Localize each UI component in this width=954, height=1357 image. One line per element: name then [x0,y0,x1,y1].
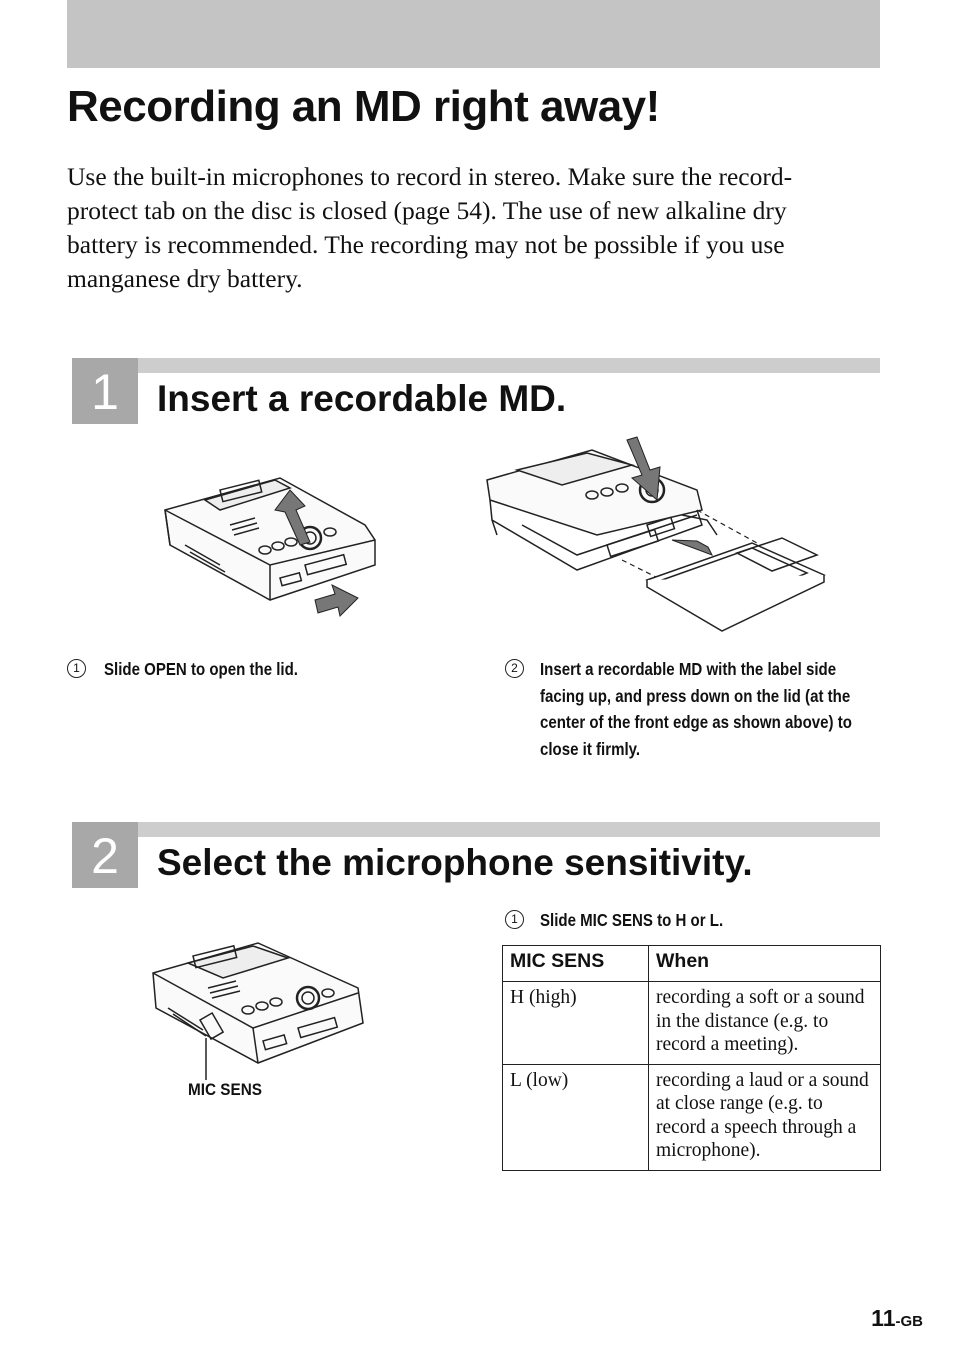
md-recorder-open-illustration [160,470,385,620]
instruction-1-text: Slide OPEN to open the lid. [104,659,298,679]
step-2-title: Select the microphone sensitivity. [157,842,753,883]
page-number-value: 11 [871,1305,896,1331]
table-cell-when: recording a laud or a sound at close range (e.g. to record a speech through a microphone). [649,1064,881,1170]
instruction-2-number: 2 [505,659,524,678]
mic-sens-table [502,945,881,1171]
intro-paragraph: Use the built-in microphones to record in stereo. Make sure the record-protect tab on the disc is closed (page 54). The use of new alkaline dry battery is recommended. The recording may not be possible if you use manganese dry battery. [67,162,793,293]
step-2-instruction-text: Slide MIC SENS to H or L. [540,910,724,930]
instruction-1-number: 1 [67,659,86,678]
table-cell-when: recording a soft or a sound in the distance (e.g. to record a meeting). [649,982,881,1065]
page-title: Recording an MD right away! [67,82,660,131]
table-cell-setting: L (low) [503,1064,649,1170]
instruction-2-text: Insert a recordable MD with the label side facing up, and press down on the lid (at the center of the front edge as shown above) to close it firmly. [540,659,852,759]
step-2-band [138,822,880,837]
table-row [503,1064,881,1170]
table-header-row [503,946,881,982]
mic-sens-label: MIC SENS [188,1080,262,1099]
step-2-instruction-number: 1 [505,910,524,929]
page-number-suffix: -GB [895,1313,923,1330]
mic-sens-illustration [148,938,370,1080]
step-1-band [138,358,880,373]
step-1-title: Insert a recordable MD. [157,378,567,419]
table-header-when: When [649,946,881,982]
header-bar [67,0,880,68]
page-number [871,1305,923,1332]
table-row [503,982,881,1065]
table-header-mic-sens: MIC SENS [503,946,649,982]
table-cell-setting: H (high) [503,982,649,1065]
step-1-number: 1 [72,358,138,424]
step-2-number: 2 [72,822,138,888]
md-insert-illustration [482,435,832,635]
